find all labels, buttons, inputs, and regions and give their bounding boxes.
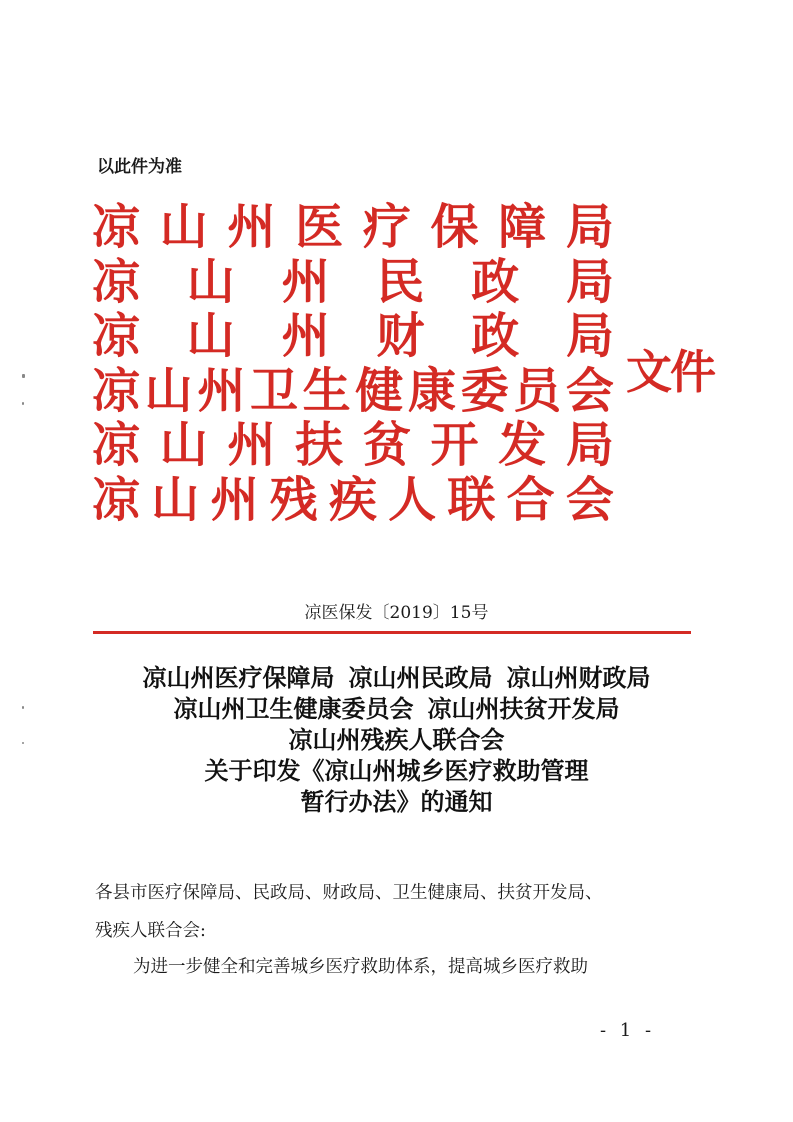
issuer-char: 州 [210,471,259,528]
document-number: 凉医保发〔2019〕15号 [304,603,489,623]
issuer-char: 会 [565,362,614,419]
title-issuer: 凉山州民政局 [348,663,493,692]
title-line-5: 暂行办法》的通知 [300,787,493,816]
issuer-char: 医 [295,199,344,255]
issuer-char: 残 [269,471,318,528]
scan-speck [22,706,24,709]
issuer-line [92,200,614,255]
issuer-line [92,473,614,528]
issuer-char: 政 [471,253,520,310]
issuer-char: 开 [430,417,479,473]
issuer-line [92,255,614,310]
issuer-char: 疗 [362,199,411,255]
title-line-4: 关于印发《凉山州城乡医疗救助管理 [204,756,589,785]
scan-speck [22,374,25,378]
issuer-char: 凉 [92,199,141,255]
addressee-line-1: 各县市医疗保障局、民政局、财政局、卫生健康局、扶贫开发局、 [95,883,603,903]
issuer-block [92,200,614,527]
title-line-3: 凉山州残疾人联合会 [288,725,505,754]
issuer-char: 凉 [92,253,141,310]
addressee [95,874,701,950]
issuer-char: 州 [197,362,246,419]
issuer-char: 山 [151,471,200,528]
issuer-char: 民 [376,253,425,310]
issuer-char: 疾 [328,471,377,528]
issuer-char: 州 [227,417,276,473]
issuer-char: 人 [388,471,437,528]
issuer-char: 凉 [92,308,141,364]
title-line-1 [0,662,793,693]
issuer-char: 合 [506,471,555,528]
issuer-char: 发 [498,417,547,473]
issuer-char: 州 [281,253,330,310]
issuer-char: 障 [498,199,547,255]
issuer-char: 州 [227,199,276,255]
issuer-char: 卫 [249,362,298,419]
issuer-char: 局 [565,253,614,310]
issuer-char: 山 [186,308,235,364]
scan-speck [22,742,24,744]
issuer-char: 会 [565,471,614,528]
issuer-char: 联 [447,471,496,528]
issuer-line [92,418,614,473]
scan-speck [22,402,24,405]
body-paragraph: 为进一步健全和完善城乡医疗救助体系，提高城乡医疗救助 [133,957,588,977]
issuer-char: 州 [281,308,330,364]
issuer-line [92,364,614,419]
issuer-char: 健 [355,362,404,419]
issuer-char: 局 [565,199,614,255]
issuer-char: 生 [302,362,351,419]
issuer-char: 凉 [92,471,141,528]
issuer-char: 委 [460,362,509,419]
issuer-char: 山 [186,253,235,310]
title-issuer: 凉山州财政局 [506,663,651,692]
issuer-char: 山 [144,362,193,419]
issuer-char: 保 [430,199,479,255]
issuer-line [92,309,614,364]
title-line-2 [0,693,793,724]
title-issuer: 凉山州医疗保障局 [142,663,335,692]
issuer-char: 贫 [362,417,411,473]
stamp-text: 以此件为准 [97,157,182,177]
issuer-char: 凉 [92,417,141,473]
issuer-char: 财 [376,308,425,364]
document-title [0,662,793,817]
issuer-char: 山 [159,199,208,255]
issuer-char: 山 [159,417,208,473]
title-issuer: 凉山州卫生健康委员会 [173,694,414,723]
issuer-char: 局 [565,308,614,364]
issuer-char: 康 [407,362,456,419]
addressee-line-2: 残疾人联合会: [95,921,206,941]
issuer-char: 凉 [92,362,141,419]
issuer-char: 员 [513,362,562,419]
issuer-char: 扶 [295,417,344,473]
red-divider [93,631,691,634]
issuer-char: 政 [471,308,520,364]
title-issuer: 凉山州扶贫开发局 [427,694,620,723]
page-number: - 1 - [600,1020,656,1041]
document-suffix: 文件 [626,345,714,399]
issuer-char: 局 [565,417,614,473]
